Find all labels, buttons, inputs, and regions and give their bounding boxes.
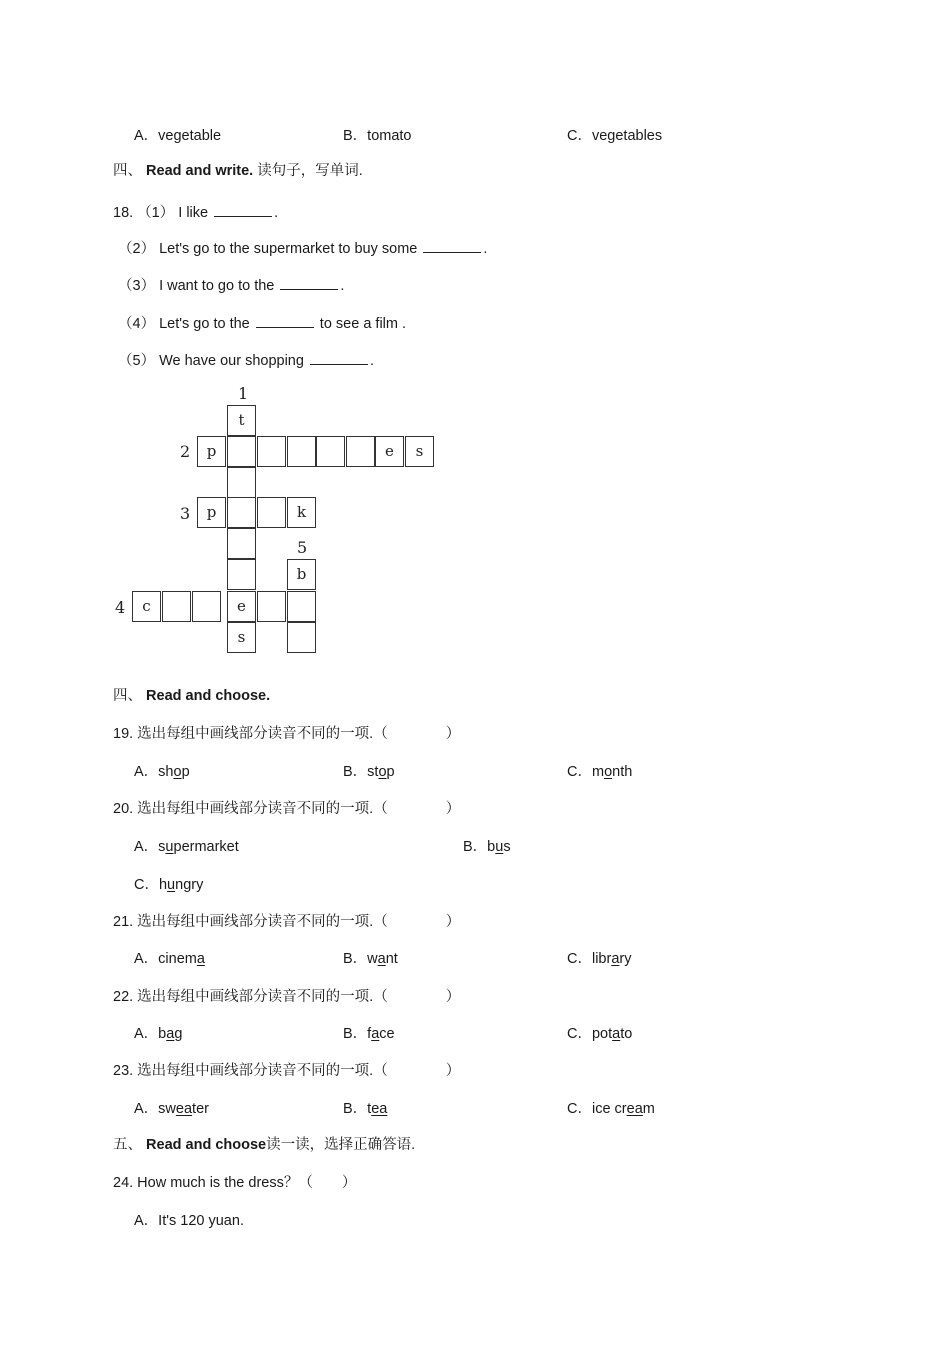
crossword-cell xyxy=(227,436,256,467)
crossword-cell: t xyxy=(227,405,256,436)
section-number: 四、 xyxy=(113,688,142,704)
question-21: 21. 选出每组中画线部分读音不同的一项.（ ） xyxy=(113,914,461,930)
q23-option-a: A．sweater xyxy=(134,1101,209,1117)
q18-item-4 xyxy=(118,313,406,333)
crossword-cell: e xyxy=(227,591,256,622)
section-title: Read and choose. xyxy=(146,688,271,704)
answer-blank xyxy=(214,202,272,217)
question-23: 23. 选出每组中画线部分读音不同的一项.（ ） xyxy=(113,1063,461,1079)
question-22: 22. 选出每组中画线部分读音不同的一项.（ ） xyxy=(113,989,461,1005)
q20-option-c: C．hungry xyxy=(134,877,204,893)
crossword-cell xyxy=(287,591,316,622)
q23-option-c: C．ice cream xyxy=(567,1101,655,1117)
question-text: （3） I want to go to the xyxy=(118,278,275,294)
q21-option-b: B．want xyxy=(343,951,398,967)
section-heading-five xyxy=(113,1136,415,1154)
crossword-cell xyxy=(316,436,345,467)
question-after: . xyxy=(340,278,345,294)
answer-blank xyxy=(256,313,314,328)
answer-blank xyxy=(280,275,338,290)
q20-option-b: B．bus xyxy=(463,839,511,855)
q18-item-3 xyxy=(118,275,344,295)
question-19: 19. 选出每组中画线部分读音不同的一项.（ ） xyxy=(113,726,461,742)
answer-blank xyxy=(310,350,368,365)
q22-option-a: A．bag xyxy=(134,1026,183,1042)
clue-number-2: 2 xyxy=(180,442,191,461)
q18-item-1: 18. （1） I like . xyxy=(113,202,278,222)
section-desc: 读句子，写单词. xyxy=(257,163,363,179)
crossword-cell xyxy=(257,436,286,467)
crossword-cell xyxy=(287,436,316,467)
crossword-cell xyxy=(227,559,256,590)
answer-blank xyxy=(423,238,481,253)
crossword-cell: k xyxy=(287,497,316,528)
q22-option-b: B．face xyxy=(343,1026,395,1042)
clue-number-3: 3 xyxy=(180,504,191,523)
section-number: 五、 xyxy=(113,1137,142,1153)
q24-option-a: A．It's 120 yuan. xyxy=(134,1213,244,1229)
option-a: A．vegetable xyxy=(134,128,222,144)
q22-option-c: C．potato xyxy=(567,1026,633,1042)
crossword-cell xyxy=(192,591,221,622)
crossword-cell xyxy=(227,497,256,528)
q19-option-b: B．stop xyxy=(343,764,395,780)
question-20: 20. 选出每组中画线部分读音不同的一项.（ ） xyxy=(113,801,461,817)
crossword-cell: e xyxy=(375,436,404,467)
q23-option-b: B．tea xyxy=(343,1101,388,1117)
question-after: to see a film . xyxy=(319,316,407,332)
q19-option-c: C．month xyxy=(567,764,633,780)
crossword-cell: c xyxy=(132,591,161,622)
crossword-cell xyxy=(257,497,286,528)
option-c: C．vegetables xyxy=(567,128,663,144)
crossword-cell xyxy=(162,591,191,622)
section-heading-read-choose xyxy=(113,687,270,705)
crossword-cell xyxy=(346,436,375,467)
clue-number-4: 4 xyxy=(115,598,126,617)
section-desc: 读一读，选择正确答语. xyxy=(266,1137,416,1153)
crossword-cell xyxy=(287,622,316,653)
section-number: 四、 xyxy=(113,163,142,179)
q21-option-c: C．library xyxy=(567,951,632,967)
crossword-cell: s xyxy=(405,436,434,467)
crossword-cell: s xyxy=(227,622,256,653)
crossword-cell xyxy=(227,467,256,498)
q19-option-a: A．shop xyxy=(134,764,190,780)
question-text: 18. （1） I like xyxy=(113,205,209,221)
section-heading-read-write xyxy=(113,162,363,180)
question-text: （2） Let's go to the supermarket to buy some xyxy=(118,241,418,257)
q21-option-a: A．cinema xyxy=(134,951,205,967)
crossword-cell xyxy=(227,528,256,559)
section-title: Read and write. xyxy=(146,163,254,179)
crossword-cell: b xyxy=(287,559,316,590)
question-24: 24. How much is the dress？（ ） xyxy=(113,1175,357,1191)
crossword-cell: p xyxy=(197,436,226,467)
q20-option-a: A．supermarket xyxy=(134,839,239,855)
q18-item-2 xyxy=(118,238,487,258)
crossword-cell xyxy=(257,591,286,622)
option-b: B．tomato xyxy=(343,128,412,144)
q18-item-5 xyxy=(118,350,374,370)
question-text: （5） We have our shopping xyxy=(118,353,304,369)
clue-number-1: 1 xyxy=(238,384,249,403)
section-title: Read and choose xyxy=(146,1137,267,1153)
clue-number-5: 5 xyxy=(297,538,308,557)
crossword-cell: p xyxy=(197,497,226,528)
question-after: . xyxy=(369,353,374,369)
question-after: . xyxy=(483,241,488,257)
question-text: （4） Let's go to the xyxy=(118,316,250,332)
